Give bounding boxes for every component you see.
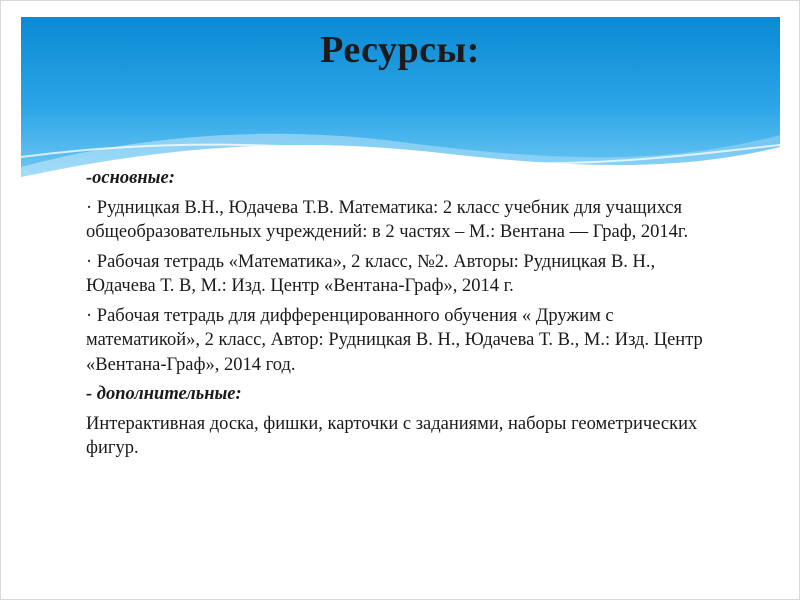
extra-resources-label: - дополнительные:	[86, 384, 242, 404]
slide-title: Ресурсы:	[320, 29, 480, 71]
resource-item-differentiated-workbook: · Рабочая тетрадь для дифференцированного обучения « Дружим с математикой», 2 класс, Автор: Рудницкая В. Н., Юдачева Т. В., М.: Изд. Центр «Вентана-Граф», 2014 год.	[86, 305, 703, 375]
extra-resources-text: Интерактивная доска, фишки, карточки с заданиями, наборы геометрических фигур.	[86, 413, 698, 458]
main-resources-label: -основные:	[86, 168, 175, 188]
resource-item-textbook: · Рудницкая В.Н., Юдачева Т.В. Математика: 2 класс учебник для учащихся общеобразовательных учреждений: в 2 частях – М.: Вентана — Граф, 2014г.	[86, 197, 689, 242]
resources-body	[86, 166, 726, 466]
resource-item-workbook: · Рабочая тетрадь «Математика», 2 класс, №2. Авторы: Рудницкая В. Н., Юдачева Т. В, М.: Изд. Центр «Вентана-Граф», 2014 г.	[86, 251, 656, 296]
